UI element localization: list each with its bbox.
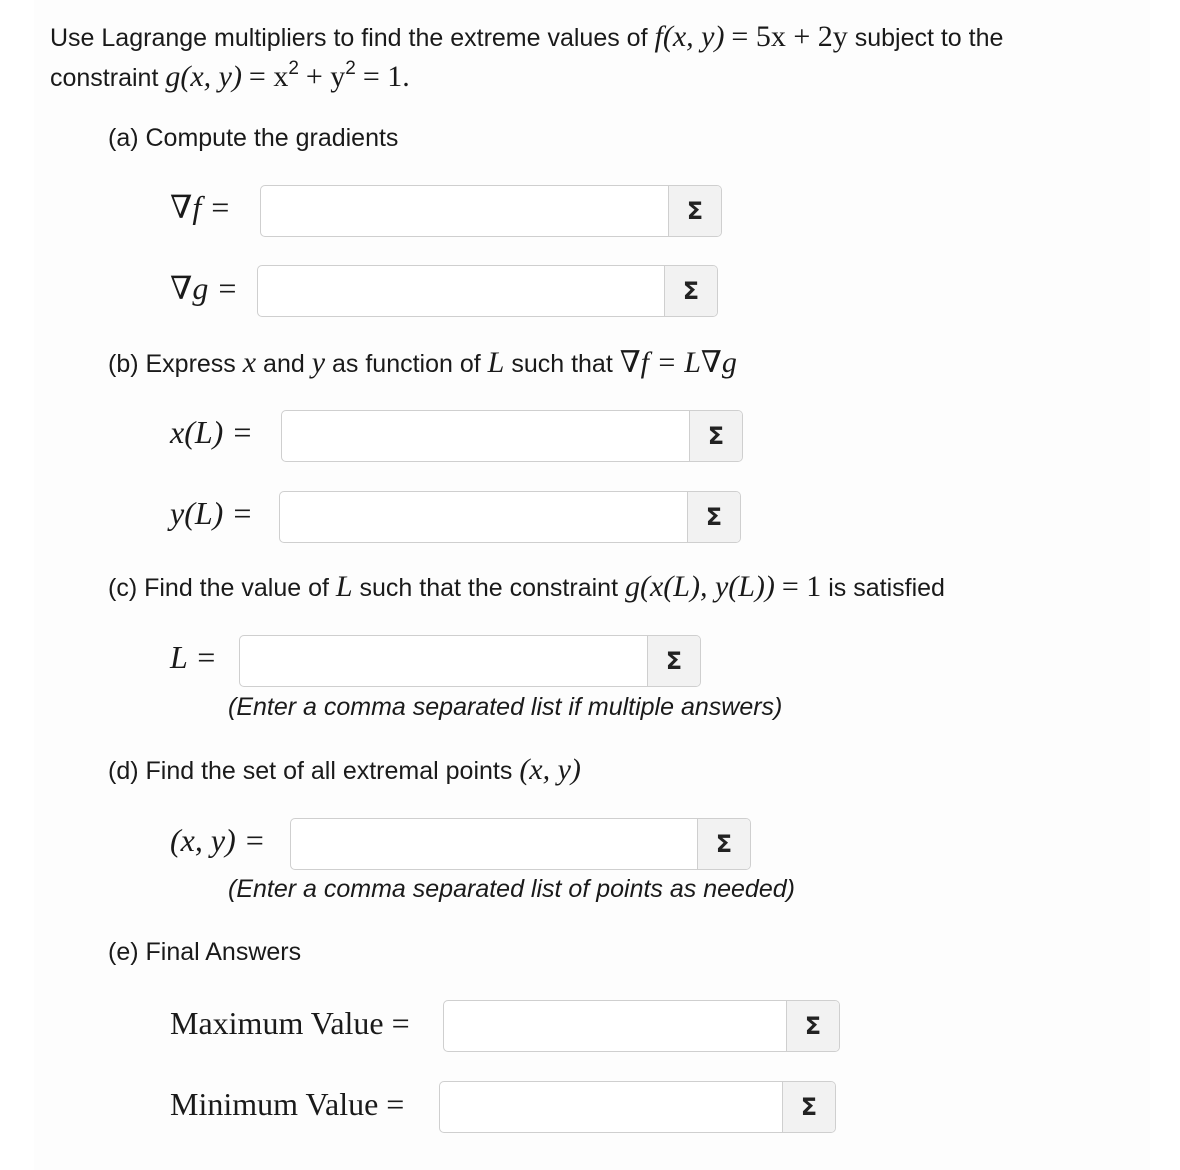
grad-g-label: ∇g = xyxy=(170,270,238,306)
g-rhs: = x xyxy=(248,60,289,93)
xy-note: (Enter a comma separated list of points as needed) xyxy=(228,875,795,903)
y-of-L-field xyxy=(279,491,741,543)
intro-text-c: constraint xyxy=(50,64,159,92)
sigma-button[interactable]: Σ xyxy=(782,1082,835,1132)
x-of-L-label: x(L) = xyxy=(170,414,253,450)
part-e-heading: (e) Final Answers xyxy=(108,938,302,966)
f-rhs: = 5x + 2y xyxy=(731,20,848,53)
sigma-button[interactable]: Σ xyxy=(687,492,740,542)
g-plus: + y xyxy=(305,60,346,93)
f-lhs: f(x, y) xyxy=(654,20,725,53)
min-value-input[interactable] xyxy=(440,1082,782,1132)
min-value-label: Minimum Value = xyxy=(170,1086,405,1122)
sigma-button[interactable]: Σ xyxy=(664,266,717,316)
xy-field xyxy=(290,818,751,870)
sigma-button[interactable]: Σ xyxy=(697,819,750,869)
exponent: 2 xyxy=(345,58,356,79)
L-label: L = xyxy=(170,639,217,675)
exponent: 2 xyxy=(288,58,299,79)
g-lhs: g(x, y) xyxy=(165,60,242,93)
grad-f-input[interactable] xyxy=(261,186,668,236)
xy-label: (x, y) = xyxy=(170,822,266,858)
sigma-button[interactable]: Σ xyxy=(786,1001,839,1051)
problem-statement-line-2 xyxy=(50,58,410,94)
x-of-L-input[interactable] xyxy=(282,411,689,461)
max-value-input[interactable] xyxy=(444,1001,786,1051)
grad-g-field xyxy=(257,265,718,317)
L-note: (Enter a comma separated list if multiple answers) xyxy=(228,693,783,721)
part-a-heading: (a) Compute the gradients xyxy=(108,124,399,152)
y-of-L-input[interactable] xyxy=(280,492,687,542)
intro-text-b: subject to the xyxy=(854,24,1004,52)
L-field xyxy=(239,635,701,687)
part-d-heading: (d) Find the set of all extremal points (x, y) xyxy=(108,753,581,786)
sigma-button[interactable]: Σ xyxy=(689,411,742,461)
part-b-heading: (b) Express x and y as function of L such that ∇f = L∇g xyxy=(108,346,737,379)
xy-input[interactable] xyxy=(291,819,697,869)
grad-f-label: ∇f = xyxy=(170,189,231,225)
min-value-field xyxy=(439,1081,836,1133)
grad-g-input[interactable] xyxy=(258,266,664,316)
max-value-label: Maximum Value = xyxy=(170,1005,410,1041)
L-input[interactable] xyxy=(240,636,647,686)
x-of-L-field xyxy=(281,410,743,462)
sigma-button[interactable]: Σ xyxy=(668,186,721,236)
part-c-heading: (c) Find the value of L such that the constraint g(x(L), y(L)) = 1 is satisfied xyxy=(108,570,945,603)
max-value-field xyxy=(443,1000,840,1052)
g-end: = 1. xyxy=(362,60,410,93)
problem-statement-line-1 xyxy=(50,20,1003,54)
y-of-L-label: y(L) = xyxy=(170,495,253,531)
intro-text: Use Lagrange multipliers to find the extreme values of xyxy=(50,24,648,52)
sigma-button[interactable]: Σ xyxy=(647,636,700,686)
grad-f-field xyxy=(260,185,722,237)
